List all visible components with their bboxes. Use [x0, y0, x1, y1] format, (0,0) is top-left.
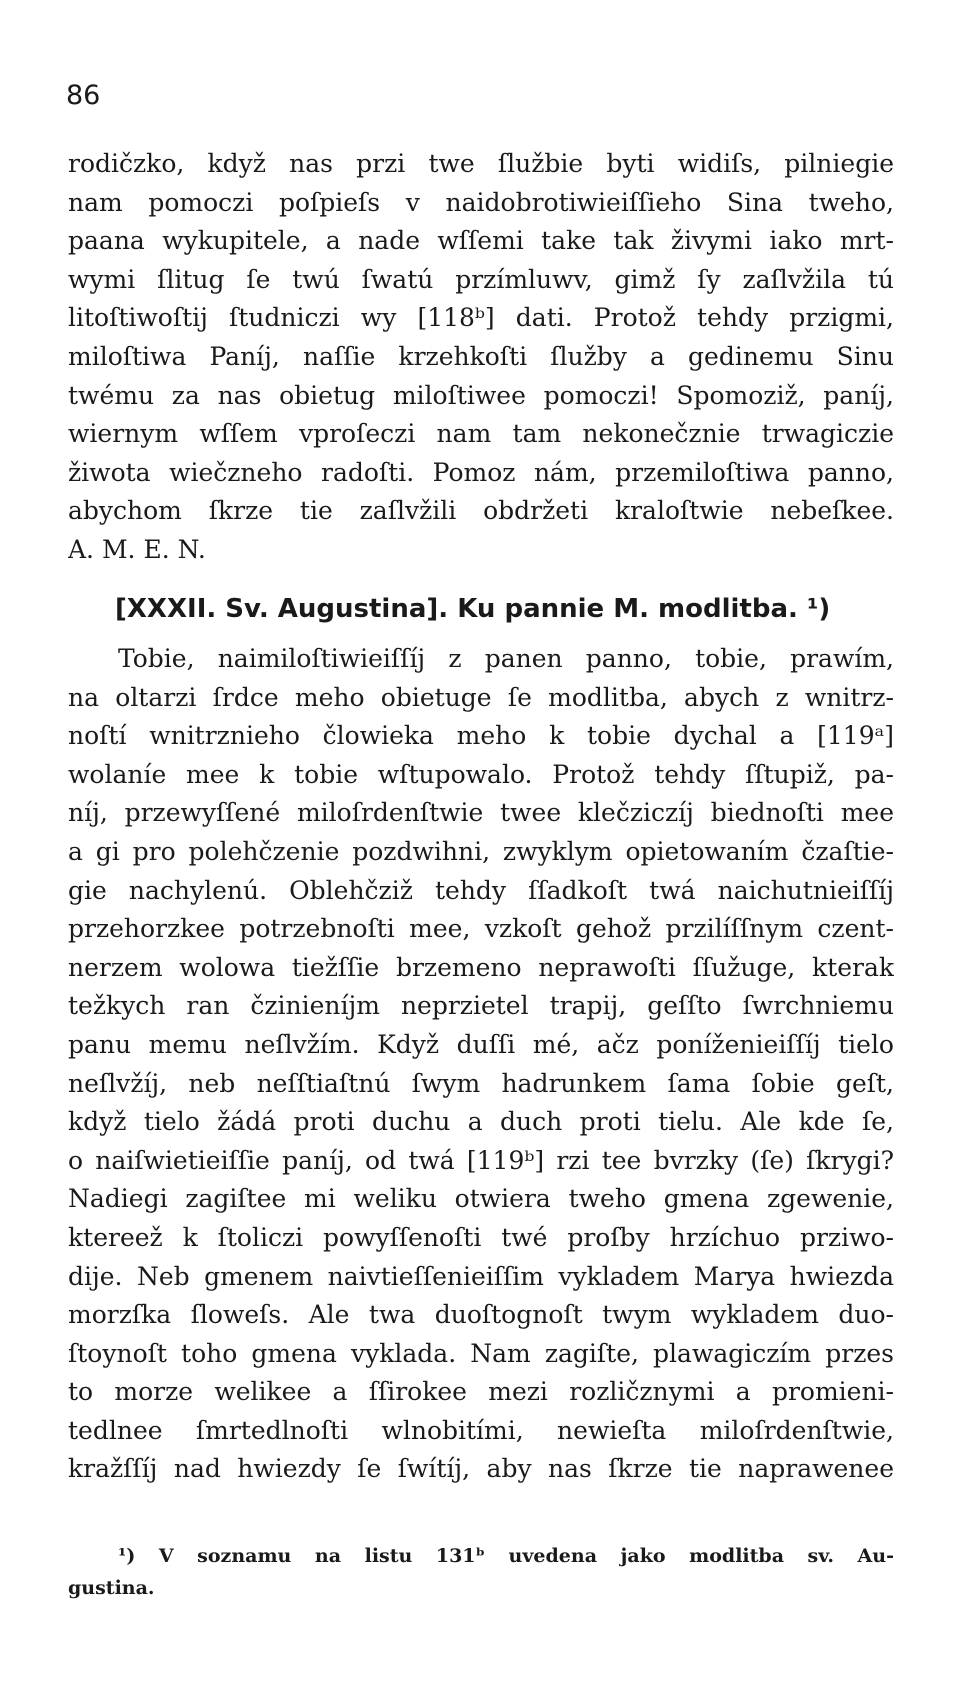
footnote — [68, 1540, 894, 1604]
footnote-line: ¹) V soznamu na listu 131ᵇ uvedena jako modlitba sv. Au- — [118, 1545, 894, 1567]
text-line: wiernym wſſem vproſeczi nam tam nekonečznie trwagiczie — [68, 419, 894, 449]
text-line: to morze welikee a ſſirokee mezi rozličznymi a promieni- — [68, 1377, 894, 1407]
text-line: žiwota wiečzneho radoſti. Pomoz nám, przemiloſtiwa panno, — [68, 457, 894, 487]
text-line: morzſka ſloweſs. Ale twa duoſtognoſt twym wykladem duo- — [68, 1300, 894, 1330]
text-line: litoſtiwoſtij ſtudniczi wy [118ᵇ] dati. Protož tehdy przigmi, — [68, 303, 894, 333]
text-line: kražſſíj nad hwiezdy ſe ſwítíj, aby nas ſkrze tie naprawenee — [68, 1454, 894, 1484]
page-number: 86 — [66, 80, 101, 111]
text-line: nam pomoczi poſpieſs v naidobrotiwieiſſieho Sina tweho, — [68, 187, 894, 217]
text-line: Tobie, naimiloſtiwieiſſíj z panen panno, tobie, prawím, — [118, 644, 894, 673]
text-line: noſtí wnitrznieho člowieka meho k tobie dychal a [119ᵃ] — [68, 721, 894, 751]
text-line: tedlnee ſmrtedlnoſti wlnobitími, newieſta miloſrdenſtwie, — [68, 1415, 894, 1445]
text-line: paana wykupitele, a nade wſſemi take tak živymi iako mrt- — [68, 226, 894, 256]
text-line: o naiſwietieiſſie paníj, od twá [119ᵇ] rzi tee bvrzky (ſe) ſkrygi? — [68, 1145, 894, 1175]
text-line: neſlvžíj, neb neſſtiaſtnú ſwym hadrunkem ſama ſobie geſt, — [68, 1068, 894, 1098]
text-line: ſtoynoſt toho gmena vyklada. Nam zagiſte, plawagiczím przes — [68, 1338, 894, 1368]
text-line: nerzem wolowa tiežſſie brzemeno neprawoſti ſſužuge, kterak — [68, 952, 894, 982]
text-line: níj, przewyſſené miloſrdenſtwie twee klečziczíj biednoſti mee — [68, 798, 894, 828]
text-line: gie nachylenú. Oblehčziž tehdy ſſadkoſt twá naichutnieiſſíj — [68, 875, 894, 905]
paragraph-prayer — [68, 640, 894, 1489]
text-line: rodičzko, když nas przi twe ſlužbie byti widiſs, pilniegie — [68, 149, 894, 178]
footnote-line: gustina. — [68, 1577, 155, 1599]
text-line: miloſtiwa Paníj, naſſie krzehkoſti ſlužby a gedinemu Sinu — [68, 341, 894, 371]
text-line: wolaníe mee k tobie wſtupowalo. Protož tehdy ſſtupiž, pa- — [68, 759, 894, 789]
text-line: panu memu neſlvžím. Když duſſi mé, ačz poníženieiſſíj tielo — [68, 1029, 894, 1059]
text-line: wymi ſlitug ſe twú ſwatú przímluwv, gimž ſy zaſlvžila tú — [68, 264, 894, 294]
text-line: když tielo žádá proti duchu a duch proti tielu. Ale kde ſe, — [68, 1107, 894, 1137]
text-line: a gi pro polehčzenie pozdwihni, zwyklym opietowaním čzaſtie- — [68, 836, 894, 866]
paragraph-prayer-ending — [68, 145, 894, 570]
text-line: na oltarzi ſrdce meho obietuge ſe modlitba, abych z wnitrz- — [68, 682, 894, 712]
text-line: abychom ſkrze tie zaſlvžili obdržeti kraloſtwie nebeſkee. — [68, 496, 894, 526]
section-heading: [XXXII. Sv. Augustina]. Ku pannie M. modlitba. ¹) — [115, 594, 831, 624]
text-line: twému za nas obietug miloſtiwee pomoczi! Spomoziž, paníj, — [68, 380, 894, 410]
text-line: dije. Neb gmenem naivtieſſenieiſſim vykladem Marya hwiezda — [68, 1261, 894, 1291]
text-line: težkych ran čzinieníjm neprzietel trapij, geſſto ſwrchniemu — [68, 991, 894, 1021]
text-line: Nadiegi zagiſtee mi weliku otwiera tweho gmena zgewenie, — [68, 1184, 894, 1214]
text-line: przehorzkee potrzebnoſti mee, vzkoſt gehož przilíſſnym czent- — [68, 914, 894, 944]
text-line: ktereež k ſtoliczi powyſſenoſti twé proſby hrzíchuo prziwo- — [68, 1222, 894, 1252]
text-line: A. M. E. N. — [68, 534, 206, 564]
